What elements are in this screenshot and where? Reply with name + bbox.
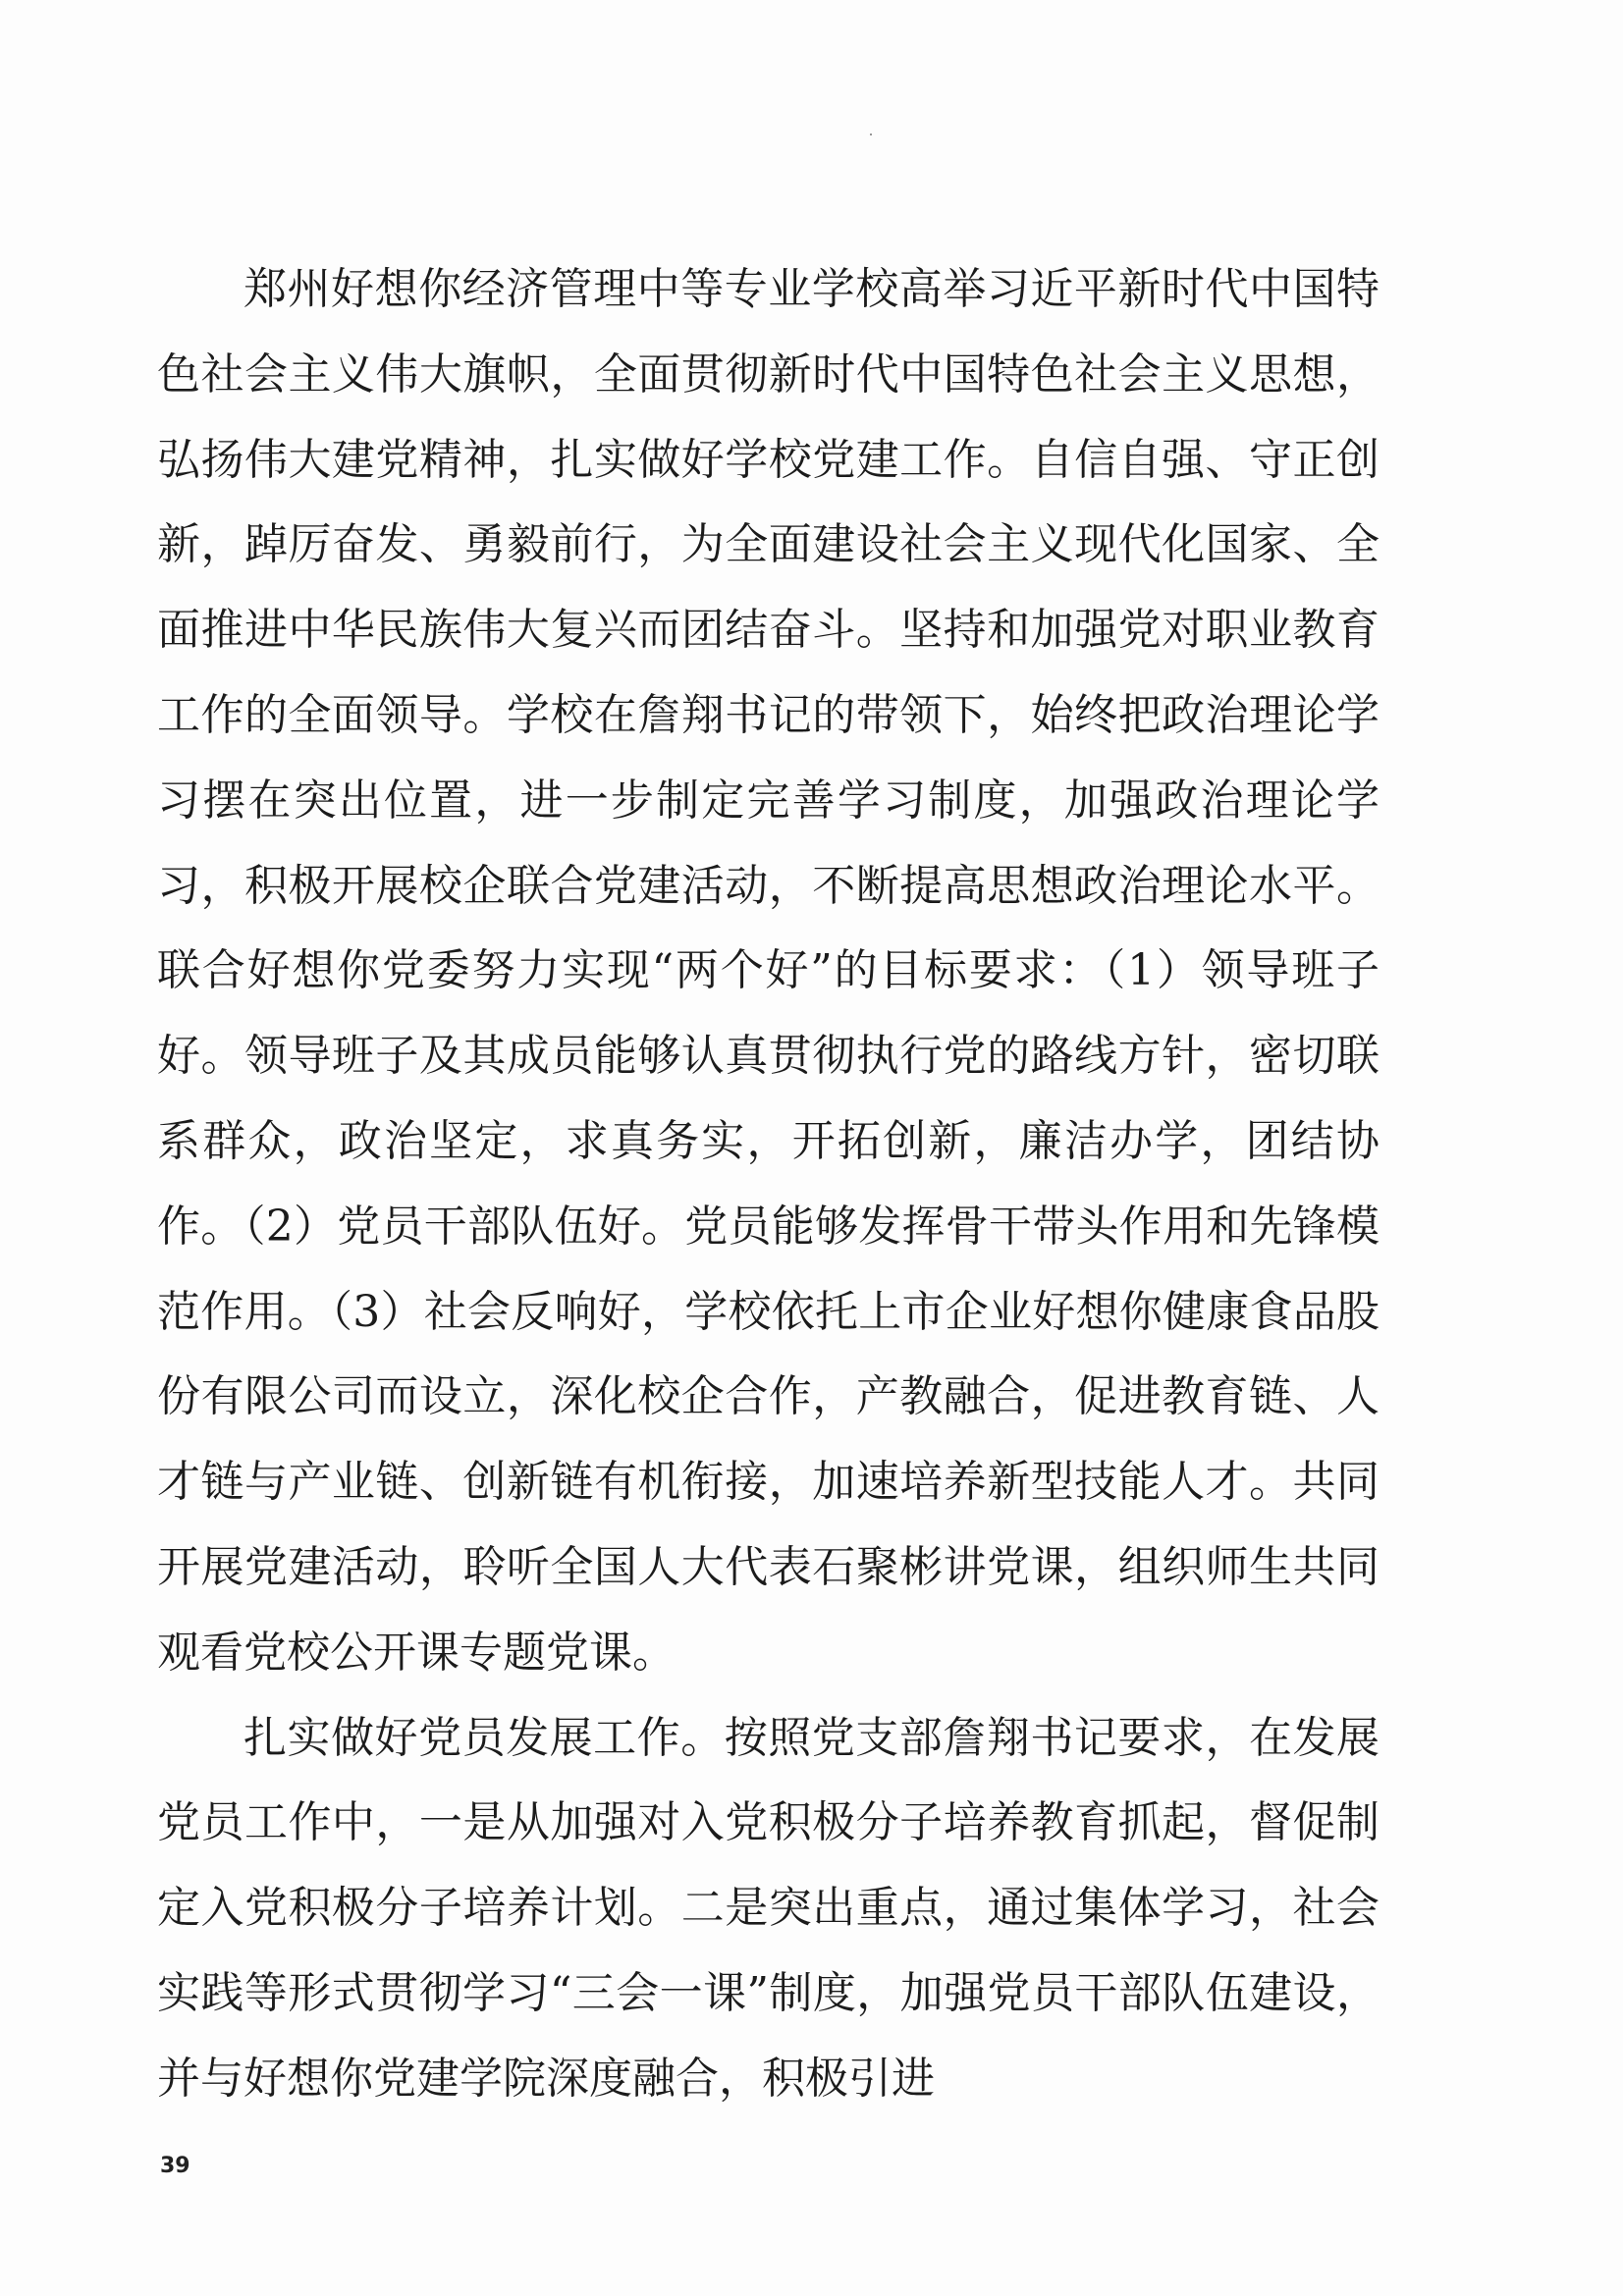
body-text bbox=[157, 247, 1380, 2122]
scan-speck bbox=[870, 133, 872, 135]
paragraph-party-building: 郑州好想你经济管理中等专业学校高举习近平新时代中国特色社会主义伟大旗帜，全面贯彻新时代中国特色社会主义思想，弘扬伟大建党精神，扎实做好学校党建工作。自信自强、守正创新，踔厉奋发、勇毅前行，为全面建设社会主义现代化国家、全面推进中华民族伟大复兴而团结奋斗。坚持和加强党对职业教育工作的全面领导。学校在詹翔书记的带领下，始终把政治理论学习摆在突出位置，进一步制定完善学习制度，加强政治理论学习，积极开展校企联合党建活动，不断提高思想政治理论水平。联合好想你党委努力实现“两个好”的目标要求：（1）领导班子好。领导班子及其成员能够认真贯彻执行党的路线方针，密切联系群众，政治坚定，求真务实，开拓创新，廉洁办学，团结协作。（2）党员干部队伍好。党员能够发挥骨干带头作用和先锋模范作用。（3）社会反响好，学校依托上市企业好想你健康食品股份有限公司而设立，深化校企合作，产教融合，促进教育链、人才链与产业链、创新链有机衔接，加速培养新型技能人才。共同开展党建活动，聆听全国人大代表石聚彬讲党课，组织师生共同观看党校公开课专题党课。 bbox=[157, 264, 1380, 1678]
page-number: 39 bbox=[160, 2154, 190, 2178]
paragraph-member-development: 扎实做好党员发展工作。按照党支部詹翔书记要求，在发展党员工作中，一是从加强对入党积极分子培养教育抓起，督促制定入党积极分子培养计划。二是突出重点，通过集体学习，社会实践等形式贯彻学习“三会一课”制度，加强党员干部队伍建设，并与好想你党建学院深度融合，积极引进 bbox=[157, 1712, 1380, 2104]
